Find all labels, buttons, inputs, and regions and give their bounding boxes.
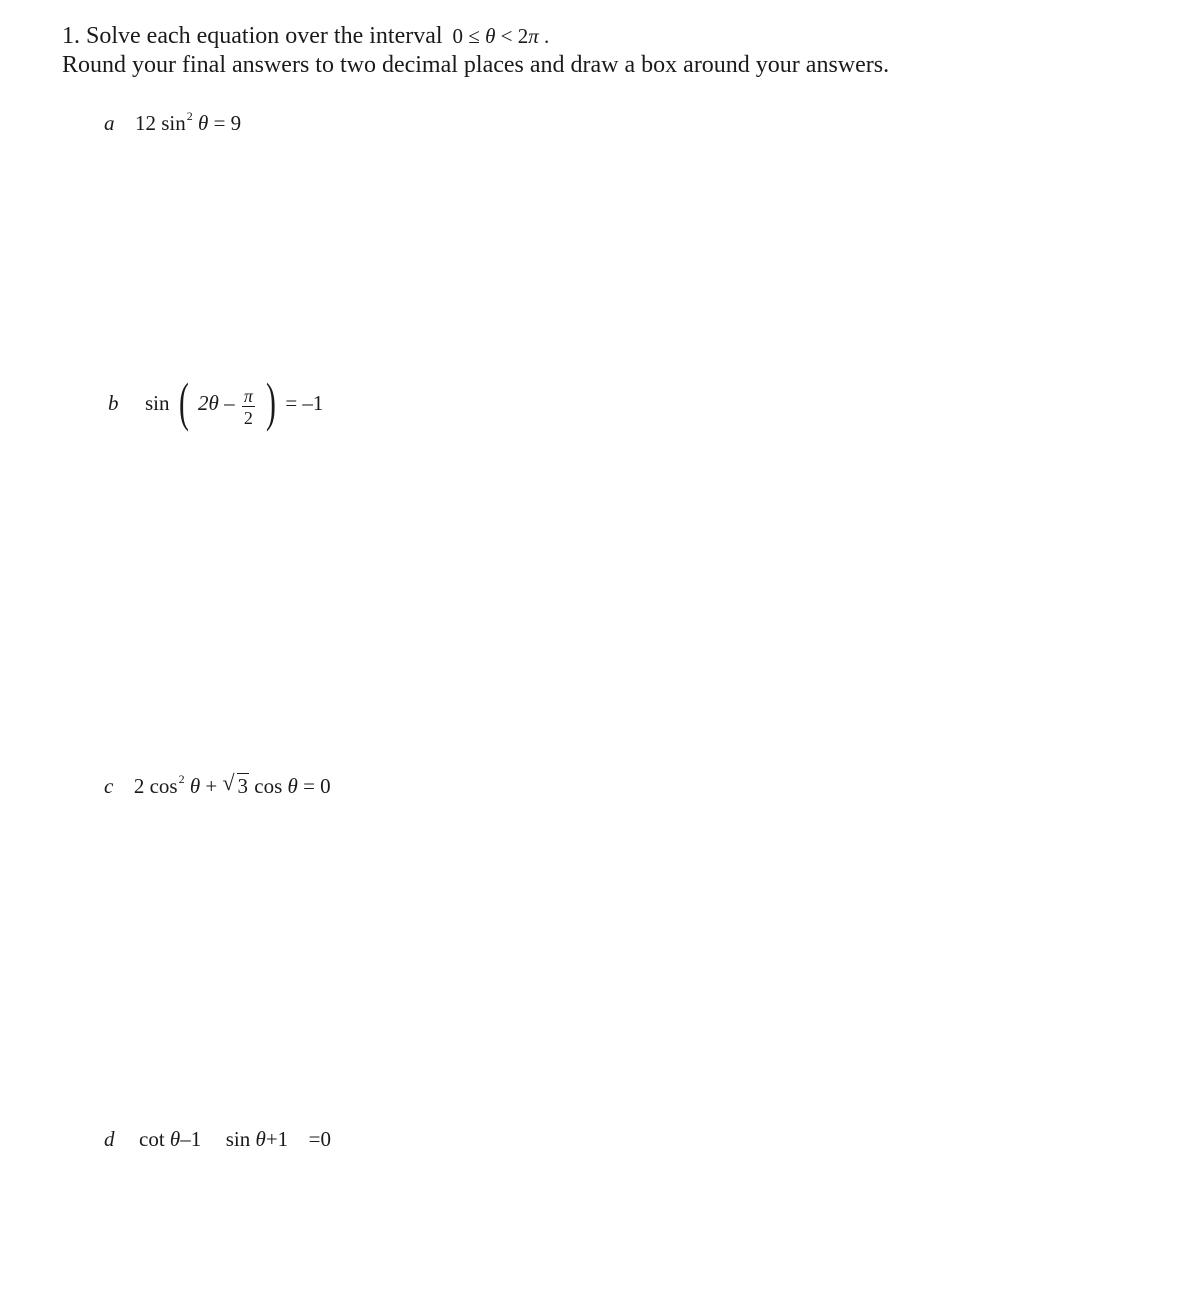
problem-c-label: c [104, 774, 114, 798]
problem-c-sqrt [222, 770, 250, 799]
problem-d-label: d [104, 1127, 115, 1151]
problem-c-coef: 2 [133, 774, 145, 798]
interval-upper-coef: 2 [517, 24, 529, 48]
problem-d-part1: cot [139, 1127, 165, 1151]
interval-end: . [544, 24, 550, 48]
problem-a [104, 110, 241, 139]
problem-a-exp: 2 [186, 109, 193, 123]
problem-d [104, 1126, 331, 1152]
problem-a-fn: sin [161, 111, 186, 135]
problem-b-rest: = –1 [285, 390, 324, 415]
problem-b-fraction [242, 386, 255, 429]
interval-lower: 0 [452, 24, 464, 48]
problem-c-theta: θ [189, 774, 201, 798]
left-paren-icon: ( [178, 372, 189, 432]
problem-b [108, 372, 324, 432]
problem-d-part2b: +1 [265, 1127, 289, 1151]
problem-c-fn: cos [149, 774, 178, 798]
right-paren-icon: ) [266, 372, 277, 432]
problem-c-exp: 2 [178, 772, 185, 786]
problem-a-coef: 12 [135, 111, 156, 135]
interval-theta: θ [485, 24, 496, 48]
instruction-text: Solve each equation over the interval [86, 23, 443, 49]
problem-d-part2: sin [225, 1127, 251, 1151]
problem-b-inner: 2θ – [198, 390, 235, 415]
problem-d-part1b: –1 [180, 1127, 202, 1151]
problem-b-numerator: π [243, 385, 253, 406]
interval-lt: < [500, 24, 513, 48]
problem-a-label: a [104, 111, 115, 135]
instruction-line-1 [62, 22, 549, 50]
problem-c-theta2: θ [287, 774, 298, 798]
problem-b-fn: sin [145, 390, 170, 415]
problem-c-rest: = 0 [303, 774, 331, 798]
problem-c-fn2: cos [254, 774, 283, 798]
problem-b-label: b [108, 390, 119, 415]
problem-d-rest: =0 [308, 1127, 332, 1151]
problem-a-rest: = 9 [213, 111, 242, 135]
problem-c [104, 770, 331, 802]
question-number: 1. [62, 23, 80, 49]
radical-icon: √ [222, 770, 235, 795]
instruction-line-2: Round your final answers to two decimal places and draw a box around your answers. [62, 52, 890, 78]
problem-d-theta2: θ [255, 1127, 266, 1151]
interval-pi: π [528, 24, 539, 48]
interval-expression [453, 24, 550, 48]
problem-d-theta1: θ [169, 1127, 181, 1151]
problem-b-denominator: 2 [243, 407, 253, 428]
interval-leq: ≤ [468, 24, 480, 48]
problem-c-radicand: 3 [237, 774, 248, 798]
problem-c-plus: + [205, 774, 218, 798]
problem-a-theta: θ [198, 111, 209, 135]
